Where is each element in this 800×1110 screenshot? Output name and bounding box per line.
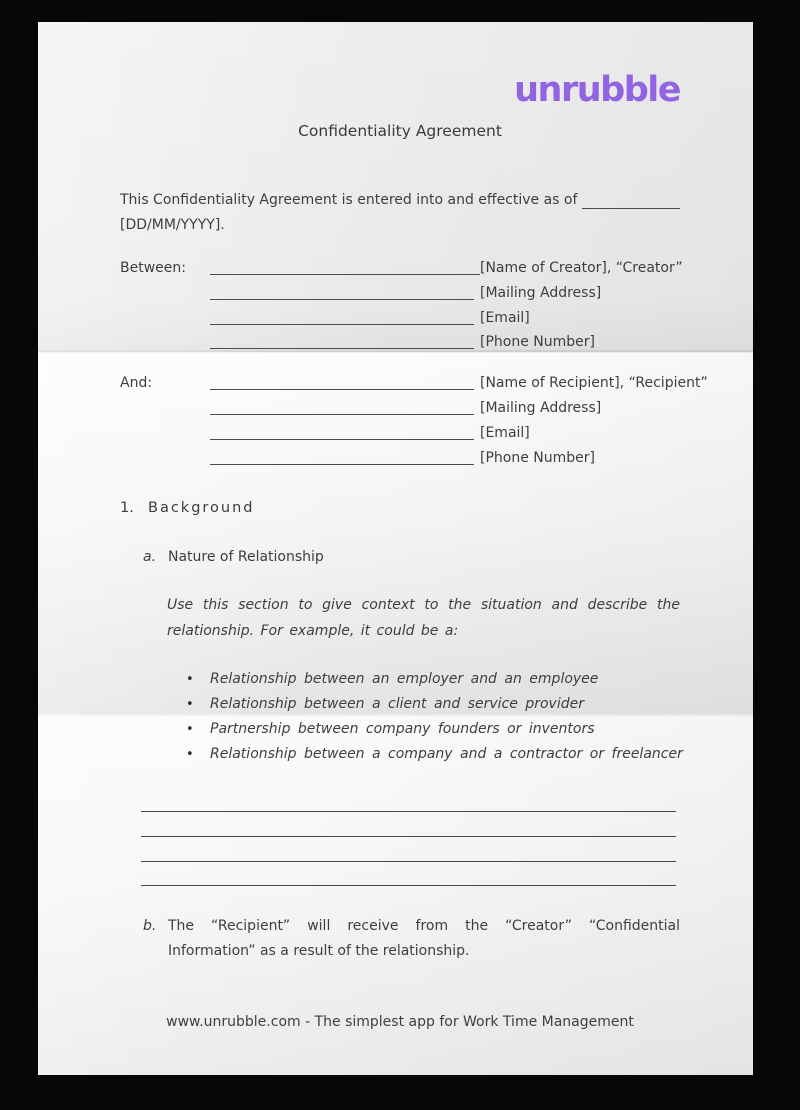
item-a-heading xyxy=(120,545,680,570)
field-hint: [Mailing Address] xyxy=(480,399,602,416)
form-row xyxy=(210,396,680,421)
field-hint: [Mailing Address] xyxy=(480,284,602,301)
form-row xyxy=(210,330,680,355)
form-row xyxy=(210,446,680,471)
document-title: Confidentiality Agreement xyxy=(298,122,502,140)
document-page xyxy=(38,22,753,1075)
between-section xyxy=(120,256,683,355)
and-label: And: xyxy=(120,375,153,392)
blank-line xyxy=(141,788,676,813)
blank-line xyxy=(141,862,676,887)
blank-underline xyxy=(210,274,480,275)
list-item xyxy=(120,692,680,717)
write-in-area xyxy=(141,788,676,886)
field-hint: [Email] xyxy=(480,309,530,326)
field-hint: [Name of Creator], “Creator” xyxy=(480,260,683,276)
blank-underline xyxy=(210,464,474,465)
blank-underline xyxy=(210,414,474,415)
blank-underline xyxy=(210,299,474,300)
intro-text: This Confidentiality Agreement is entered into and effective as of xyxy=(120,192,578,208)
field-hint: [Email] xyxy=(480,424,530,441)
date-format-hint: [DD/MM/YYYY]. xyxy=(120,217,225,233)
intro-paragraph xyxy=(120,188,680,238)
unrubble-logo: unrubble xyxy=(514,70,680,110)
section-heading-background xyxy=(120,496,680,521)
section-heading-text: Background xyxy=(148,500,255,517)
and-section xyxy=(120,371,708,470)
footer-tagline: www.unrubble.com - The simplest app for Work Time Management xyxy=(166,1013,634,1030)
relationship-bullet-list xyxy=(120,667,683,767)
brand-header xyxy=(120,70,680,110)
bullet-text: Relationship between an employer and an employee xyxy=(210,670,599,687)
item-b-marker: b. xyxy=(143,918,157,935)
list-item xyxy=(120,667,680,692)
date-blank-underline xyxy=(582,208,680,209)
item-b-paragraph xyxy=(120,914,680,964)
form-row xyxy=(210,371,708,396)
bullet-icon: • xyxy=(186,671,194,687)
form-row xyxy=(210,281,680,306)
form-row xyxy=(210,256,683,281)
blank-underline xyxy=(210,324,474,325)
bullet-icon: • xyxy=(186,696,194,712)
bullet-icon: • xyxy=(186,746,194,762)
blank-underline xyxy=(210,389,474,390)
list-item xyxy=(120,717,680,742)
item-a-marker: a. xyxy=(143,549,157,566)
between-label: Between: xyxy=(120,260,186,276)
form-row xyxy=(210,421,680,446)
bullet-text: Partnership between company founders or inventors xyxy=(210,720,595,737)
form-row xyxy=(210,306,680,331)
list-item xyxy=(120,742,683,767)
section-number: 1. xyxy=(120,500,134,517)
guidance-paragraph: Use this section to give context to the situation and describe the relationship. For example, it could be a: xyxy=(167,597,680,639)
bullet-text: Relationship between a client and service provider xyxy=(210,695,584,712)
blank-line xyxy=(141,837,676,862)
bullet-text: Relationship between a company and a contractor or freelancer xyxy=(210,745,683,762)
item-b-text: The “Recipient” will receive from the “Creator” “Confidential Information” as a result of the relationship. xyxy=(168,918,680,960)
bullet-icon: • xyxy=(186,721,194,737)
field-hint: [Phone Number] xyxy=(480,334,595,351)
field-hint: [Name of Recipient], “Recipient” xyxy=(480,375,708,392)
field-hint: [Phone Number] xyxy=(480,449,595,466)
blank-line xyxy=(141,812,676,837)
blank-underline xyxy=(210,439,474,440)
blank-underline xyxy=(210,348,474,349)
item-a-title: Nature of Relationship xyxy=(168,549,324,566)
